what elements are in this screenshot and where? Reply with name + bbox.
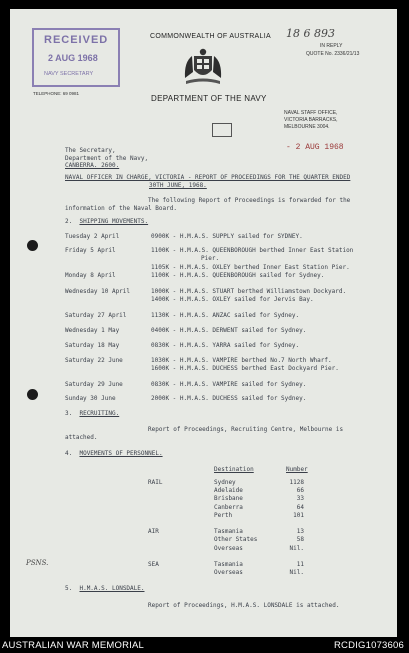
punch-hole-icon [27,389,38,400]
movement-row: 1600K - H.M.A.S. DUCHESS berthed East Dockyard Pier. [151,365,339,372]
movement-time: 1100K [151,272,170,279]
stamp-received: RECEIVED [44,34,109,46]
movement-text: H.M.A.S. QUEENBOROUGH sailed for Sydney. [179,272,325,279]
in-reply: IN REPLY [320,43,343,49]
movement-time: 1030K [151,357,170,364]
coat-of-arms-icon [182,48,224,88]
section-5-number: 5. [65,585,73,592]
destination-cell: Tasmania [214,561,243,568]
movement-time: 1000K [151,288,170,295]
addressee-line-1: The Secretary, [65,147,116,154]
destination-cell [214,553,284,561]
movement-time: 1130K [151,312,170,319]
section-2-title: SHIPPING MOVEMENTS. [79,218,149,225]
movement-date: Saturday 22 June [65,357,123,364]
movement-time: 1100K [151,247,170,254]
stamp-date: 2 AUG 1968 [48,53,98,63]
table-row [148,561,304,569]
movement-row: Wednesday 10 April 1000K - H.M.A.S. STUART berthed Williamstown Dockyard. [65,288,347,295]
destination-cell [214,520,284,528]
movement-row: Monday 8 April 1100K - H.M.A.S. QUEENBOROUGH sailed for Sydney. [65,272,325,279]
header-title: COMMONWEALTH OF AUSTRALIA [150,33,271,40]
archive-footer [0,638,409,653]
movement-row: 1105K - H.M.A.S. OXLEY berthed Inner East Station Pier. [151,264,350,271]
letter-date: - 2 AUG 1968 [286,143,344,152]
number-cell: 58 [296,536,304,544]
office-address [284,110,338,131]
office-line-1: NAVAL STAFF OFFICE, [284,110,338,116]
quote-number: QUOTE No. 2336/21/13 [306,51,360,57]
movement-row: Tuesday 2 April 0900K - H.M.A.S. SUPPLY sailed for SYDNEY. [65,233,303,240]
movement-row: Saturday 18 May 0830K - H.M.A.S. YARRA sailed for Sydney. [65,342,300,349]
table-row [148,504,304,512]
movement-text: H.M.A.S. DUCHESS sailed for Sydney. [179,395,307,402]
table-row [148,545,304,553]
movement-time: 0830K [151,381,170,388]
destination-cell: Canberra [214,503,243,511]
mode-cell [148,536,214,544]
mode-cell [148,504,214,512]
addressee [65,147,148,170]
movement-date: Wednesday 1 May [65,327,120,334]
footer-left: AUSTRALIAN WAR MEMORIAL [2,640,145,651]
movement-time: 2000K [151,395,170,402]
col-number: Number [286,466,308,473]
addressee-line-3: CANBERRA. 2600. [65,162,120,170]
destination-cell: Overseas [214,569,243,577]
number-cell [284,520,304,528]
number-cell: Nil. [289,569,304,577]
movement-text: H.M.A.S. QUEENBOROUGH berthed Inner East Station [179,247,354,254]
movement-row: Friday 5 April 1100K - H.M.A.S. QUEENBOROUGH berthed Inner East Station [65,247,354,254]
destination-cell: Overseas [214,544,243,552]
movement-row: Saturday 22 June 1030K - H.M.A.S. VAMPIRE berthed No.7 North Wharf. [65,357,332,364]
addressee-line-2: Department of the Navy, [65,154,149,162]
movement-date: Saturday 27 April [65,312,127,319]
destination-cell: Tasmania [214,528,243,536]
mode-cell [148,545,214,553]
department-name: DEPARTMENT OF THE NAVY [151,94,267,103]
section-3-title: RECRUITING. [79,410,120,417]
movement-row: Saturday 29 June 0830K - H.M.A.S. VAMPIRE sailed for Sydney. [65,381,307,388]
document-page [10,9,397,637]
movement-row: 1400K - H.M.A.S. OXLEY sailed for Jervis Bay. [151,296,314,303]
table-row [148,479,304,487]
received-stamp [32,28,120,87]
mode-cell [148,512,214,520]
movement-text: H.M.A.S. VAMPIRE berthed No.7 North Wharf. [179,357,332,364]
destination-cell: Other States [214,536,258,544]
movement-time: 1600K [151,365,170,372]
subject-line-1: NAVAL OFFICER IN CHARGE, VICTORIA - REPORT OF PROCEEDINGS FOR THE QUARTER ENDED [65,174,351,181]
movement-row: Wednesday 1 May 0400K - H.M.A.S. DERWENT sailed for Sydney. [65,327,307,334]
movement-text: H.M.A.S. OXLEY berthed Inner East Station Pier. [179,264,350,271]
table-row [148,512,304,520]
section-2-number: 2. [65,218,73,225]
movement-text: H.M.A.S. VAMPIRE sailed for Sydney. [179,381,307,388]
mode-cell: AIR [148,528,159,536]
section-5-title: H.M.A.S. LONSDALE. [79,585,145,592]
col-destination: Destination [214,466,254,473]
movement-date: Friday 5 April [65,247,116,254]
stamp-navy-secretary: NAVY SECRETARY [44,71,94,77]
movement-date: Monday 8 April [65,272,116,279]
table-row [148,553,304,561]
number-cell: 64 [296,503,304,511]
personnel-table [148,479,304,577]
movement-text: H.M.A.S. SUPPLY sailed for SYDNEY. [179,233,303,240]
section-3-line-2: attached. [65,434,98,441]
movement-time: 0400K [151,327,170,334]
punch-hole-icon [27,240,38,251]
table-row [148,536,304,544]
section-4-title: MOVEMENTS OF PERSONNEL. [79,450,163,457]
section-5-line-1: Report of Proceedings, H.M.A.S. LONSDALE is attached. [148,602,340,609]
table-row [148,495,304,503]
section-4-heading [65,450,163,457]
destination-cell: Brisbane [214,495,243,503]
movement-time: 0830K [151,342,170,349]
mode-cell: RAIL [148,479,163,486]
telephone: TELEPHONE: 69 0981 [33,91,80,96]
movement-date: Tuesday 2 April [65,233,120,240]
footer-right: RCDIG1073606 [334,640,404,651]
section-3-number: 3. [65,410,73,417]
handwritten-reference: 18 6 893 [286,27,335,40]
movement-date: Saturday 18 May [65,342,120,349]
movement-text: Pier. [201,255,220,262]
number-cell [284,553,304,561]
number-cell: 11 [296,561,304,568]
movement-text: H.M.A.S. STUART berthed Williamstown Dockyard. [179,288,347,295]
movement-text: H.M.A.S. OXLEY sailed for Jervis Bay. [179,296,314,303]
number-cell: 1128 [289,479,304,486]
movement-date: Sunday 30 June [65,395,116,402]
movement-text: H.M.A.S. ANZAC sailed for Sydney. [179,312,300,319]
movement-date: Saturday 29 June [65,381,123,388]
office-line-3: MELBOURNE 3004. [284,124,330,130]
table-row [148,487,304,495]
destination-cell: Sydney [214,479,236,486]
mode-cell [148,569,214,577]
table-row [148,520,304,528]
subject-line-2: 30TH JUNE, 1968. [149,182,207,189]
mode-cell [148,495,214,503]
movement-date: Wednesday 10 April [65,288,131,295]
table-row [148,528,304,536]
table-row [148,569,304,577]
movement-text: H.M.A.S. DUCHESS berthed East Dockyard Pier. [179,365,339,372]
intro-line-1: The following Report of Proceedings is forwarded for the [148,197,351,204]
section-2-heading [65,218,148,225]
mode-cell [148,553,214,561]
movement-time: 1105K [151,264,170,271]
number-cell: Nil. [289,544,304,552]
number-cell: 66 [296,487,304,495]
movement-time: 0900K [151,233,170,240]
section-3-heading [65,410,119,417]
movement-time: 1400K [151,296,170,303]
destination-cell: Perth [214,511,233,519]
section-3-line-1: Report of Proceedings, Recruiting Centre, Melbourne is [148,426,344,433]
mode-cell [148,520,214,528]
number-cell: 13 [296,528,304,536]
mode-cell [148,487,214,495]
mode-cell: SEA [148,561,159,568]
number-cell: 33 [296,495,304,503]
movement-row: Saturday 27 April 1130K - H.M.A.S. ANZAC sailed for Sydney. [65,312,300,319]
movement-text: H.M.A.S. YARRA sailed for Sydney. [179,342,300,349]
movement-text: H.M.A.S. DERWENT sailed for Sydney. [179,327,307,334]
section-4-number: 4. [65,450,73,457]
movement-row [201,255,219,262]
movement-row: Sunday 30 June 2000K - H.M.A.S. DUCHESS sailed for Sydney. [65,395,307,402]
empty-box [212,123,232,137]
number-cell: 101 [293,511,304,519]
destination-cell: Adelaide [214,487,243,495]
margin-note: PSNS. [26,559,49,567]
intro-line-2: information of the Naval Board. [65,205,177,212]
office-line-2: VICTORIA BARRACKS, [284,117,338,123]
section-5-heading [65,585,145,592]
